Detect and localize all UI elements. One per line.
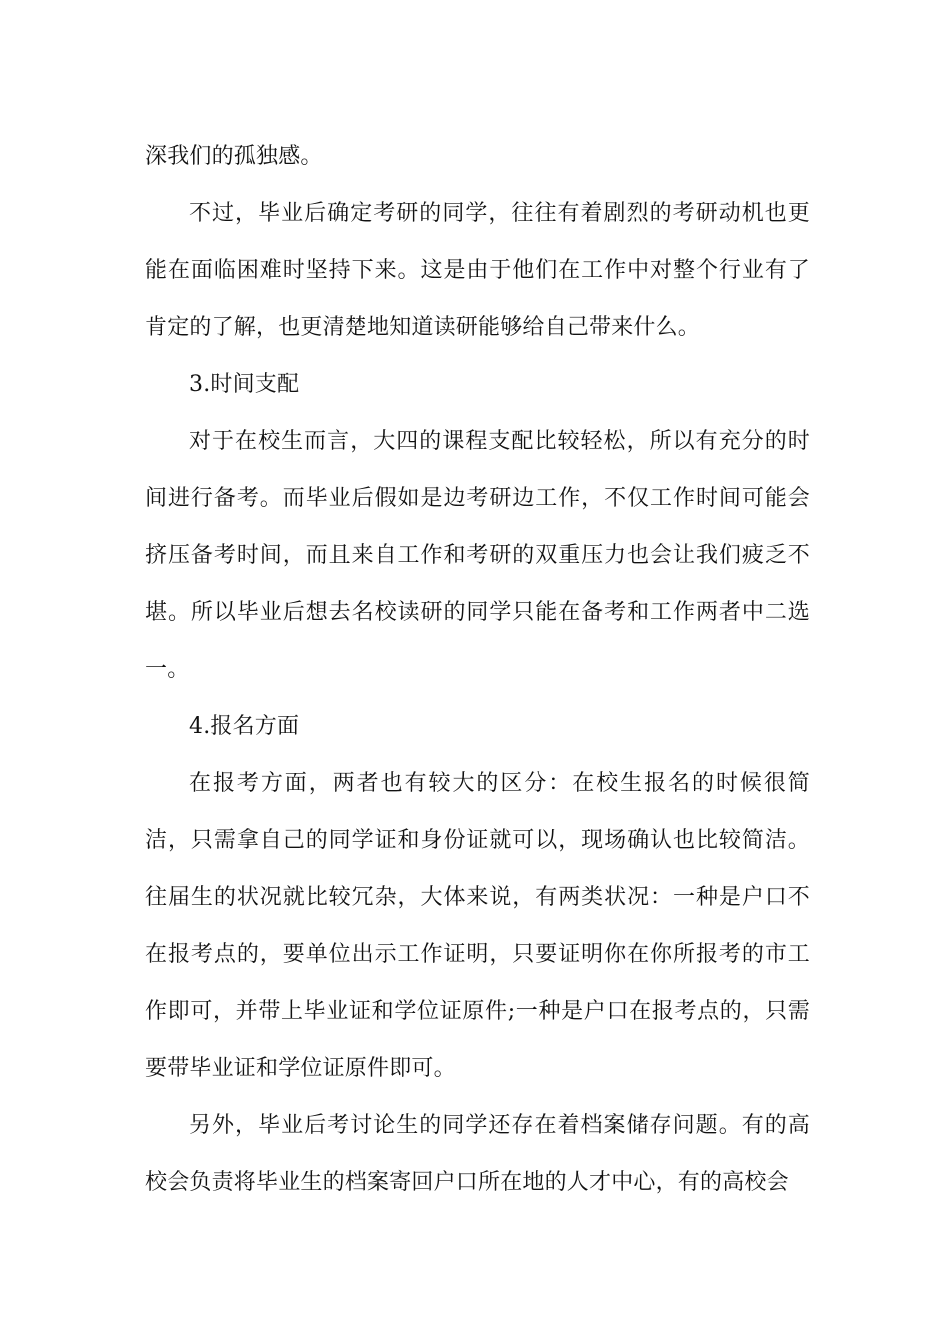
- paragraph-continuation: 深我们的孤独感。: [145, 144, 323, 169]
- paragraph-motivation: 不过，毕业后确定考研的同学，往往有着剧烈的考研动机也更能在面临困难时坚持下来。这是由于他们在工作中对整个行业有了肯定的了解，也更清楚地知道读研能够给自己带来什么。: [145, 201, 810, 340]
- section-heading-registration: 4.报名方面: [189, 714, 300, 739]
- paragraph-time: 对于在校生而言，大四的课程支配比较轻松，所以有充分的时间进行备考。而毕业后假如是边考研边工作，不仅工作时间可能会挤压备考时间，而且来自工作和考研的双重压力也会让我们疲乏不堪。所以毕业后想去名校读研的同学只能在备考和工作两者中二选一。: [145, 429, 810, 682]
- paragraph-archive: 另外，毕业后考讨论生的同学还存在着档案储存问题。有的高校会负责将毕业生的档案寄回户口所在地的人才中心，有的高校会: [145, 1113, 810, 1195]
- paragraph-registration: 在报考方面，两者也有较大的区分：在校生报名的时候很简洁，只需拿自己的同学证和身份证就可以，现场确认也比较简洁。往届生的状况就比较冗杂，大体来说，有两类状况：一种是户口不在报考点的，要单位出示工作证明，只要证明你在你所报考的市工作即可，并带上毕业证和学位证原件;一种是户口在报考点的，只需要带毕业证和学位证原件即可。: [145, 771, 810, 1081]
- section-heading-time: 3.时间支配: [189, 372, 300, 397]
- document-body: [145, 128, 810, 1211]
